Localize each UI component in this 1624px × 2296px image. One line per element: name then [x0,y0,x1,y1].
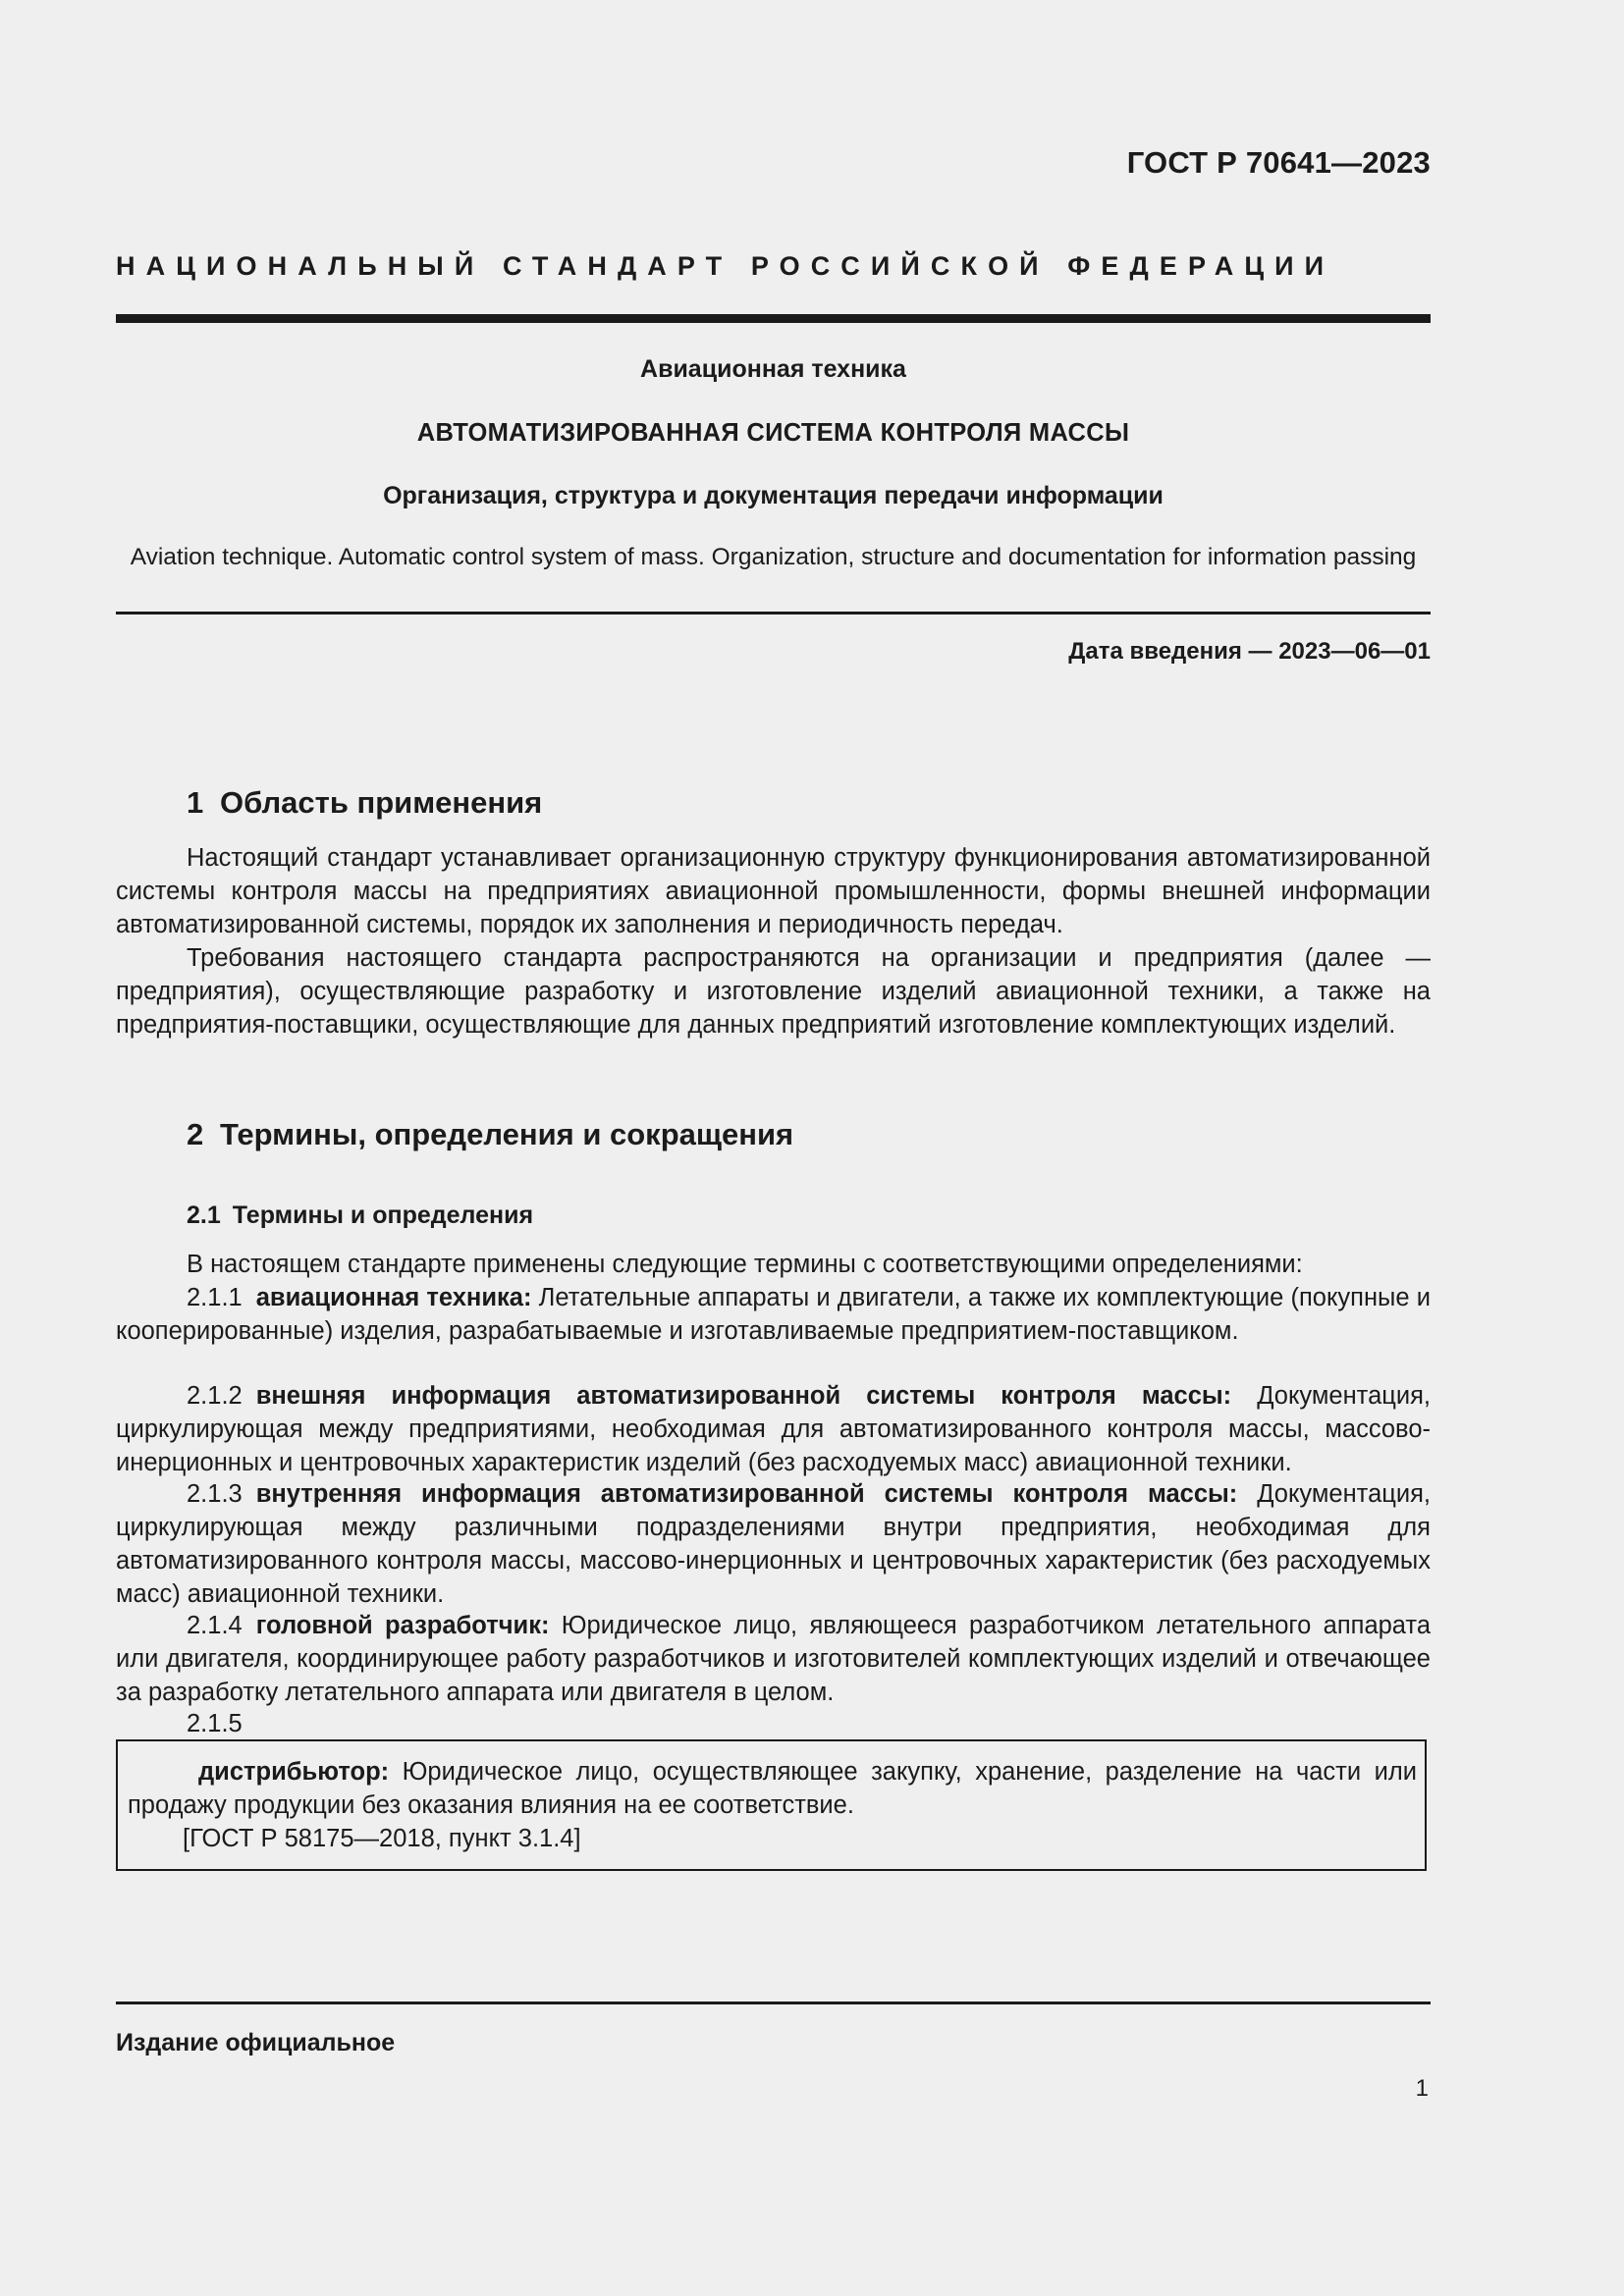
footer-divider [116,2002,1431,2004]
section-1-paragraph-2: Требования настоящего стандарта распространяются на организации и предприятия (далее — предприятия), осуществляющие разработку и изготовление изделий авиационной техники, а также на предприятия-поставщики, осуществляющие для данных предприятий изготовление комплектующих изделий. [116,944,1431,1039]
section-1-paragraph-1: Настоящий стандарт устанавливает организационную структуру функционирования автоматизированной системы контроля массы на предприятиях авиационной промышленности, формы внешней информации автоматизированной системы, порядок их заполнения и периодичность передач. [116,844,1431,938]
title-divider [116,612,1431,614]
term-definition: Юридическое лицо, осуществляющее закупку, хранение, разделение на части или продажу продукции без оказания влияния на ее соответствие. [128,1758,1417,1819]
english-title: Aviation technique. Automatic control system of mass. Organization, structure and documentation for information passing [130,544,1417,570]
terms-intro: В настоящем стандарте применены следующие термины с соответствующими определениями: [187,1251,1303,1278]
document-number: ГОСТ Р 70641—2023 [1126,145,1431,180]
section-1-heading [187,785,542,821]
term-number: 2.1.1 [187,1284,243,1311]
page-number: 1 [1415,2075,1429,2102]
term-entry-2-1-2 [116,1379,1431,1479]
subsection-2-1-heading [187,1201,533,1230]
document-subject: Авиационная техника [640,355,906,383]
header-divider [116,314,1431,323]
term-number: 2.1.2 [187,1382,243,1410]
subsection-title: Термины и определения [232,1201,534,1229]
section-number: 1 [187,785,204,820]
term-definition: Документация, циркулирующая между различными подразделениями внутри предприятия, необходимая для автоматизированного контроля массы, массово-инерционных и центровочных характеристик (без расходуемых масс) авиационной техники. [116,1480,1431,1608]
document-subtitle: Организация, структура и документация передачи информации [383,482,1164,509]
term-definition: Юридическое лицо, являющееся разработчиком летательного аппарата или двигателя, координирующее работу разработчиков и изготовителей комплектующих изделий и отвечающее за разработку летательного аппарата или двигателя в целом. [116,1612,1431,1706]
document-page [116,0,1431,2296]
section-title: Область применения [220,785,543,820]
term-name: внешняя информация автоматизированной системы контроля массы: [255,1382,1232,1410]
official-edition-label: Издание официальное [116,2029,396,2056]
term-entry-2-1-4 [116,1609,1431,1709]
term-name: головной разработчик: [255,1612,550,1639]
quoted-definition [128,1755,1417,1822]
term-number: 2.1.4 [187,1612,243,1639]
section-number: 2 [187,1117,204,1151]
term-entry-2-1-1 [116,1281,1431,1348]
section-2-heading [187,1117,793,1152]
subsection-number: 2.1 [187,1201,221,1229]
introduction-date: Дата введения — 2023—06—01 [1068,638,1431,665]
term-name: внутренняя информация автоматизированной системы контроля массы: [255,1480,1238,1508]
term-name: дистрибьютор: [198,1758,390,1786]
term-definition: Летательные аппараты и двигатели, а также их комплектующие (покупные и кооперированные) изделия, разрабатываемые и изготавливаемые предприятием-поставщиком. [116,1284,1431,1345]
term-definition: Документация, циркулирующая между предприятиями, необходимая для автоматизированного контроля массы, массово-инерционных и центровочных характеристик изделий (без расходуемых масс) авиационной техники. [116,1382,1431,1476]
term-entry-2-1-3 [116,1477,1431,1611]
national-standard-banner: НАЦИОНАЛЬНЫЙ СТАНДАРТ РОССИЙСКОЙ ФЕДЕРАЦИИ [116,251,1335,281]
definition-source-reference: [ГОСТ Р 58175—2018, пункт 3.1.4] [183,1825,581,1852]
document-title: АВТОМАТИЗИРОВАННАЯ СИСТЕМА КОНТРОЛЯ МАССЫ [416,419,1130,447]
term-number-2-1-5: 2.1.5 [187,1710,243,1737]
section-title: Термины, определения и сокращения [220,1117,794,1151]
term-name: авиационная техника: [255,1284,532,1311]
quoted-definition-box [116,1739,1427,1871]
term-number: 2.1.3 [187,1480,243,1508]
